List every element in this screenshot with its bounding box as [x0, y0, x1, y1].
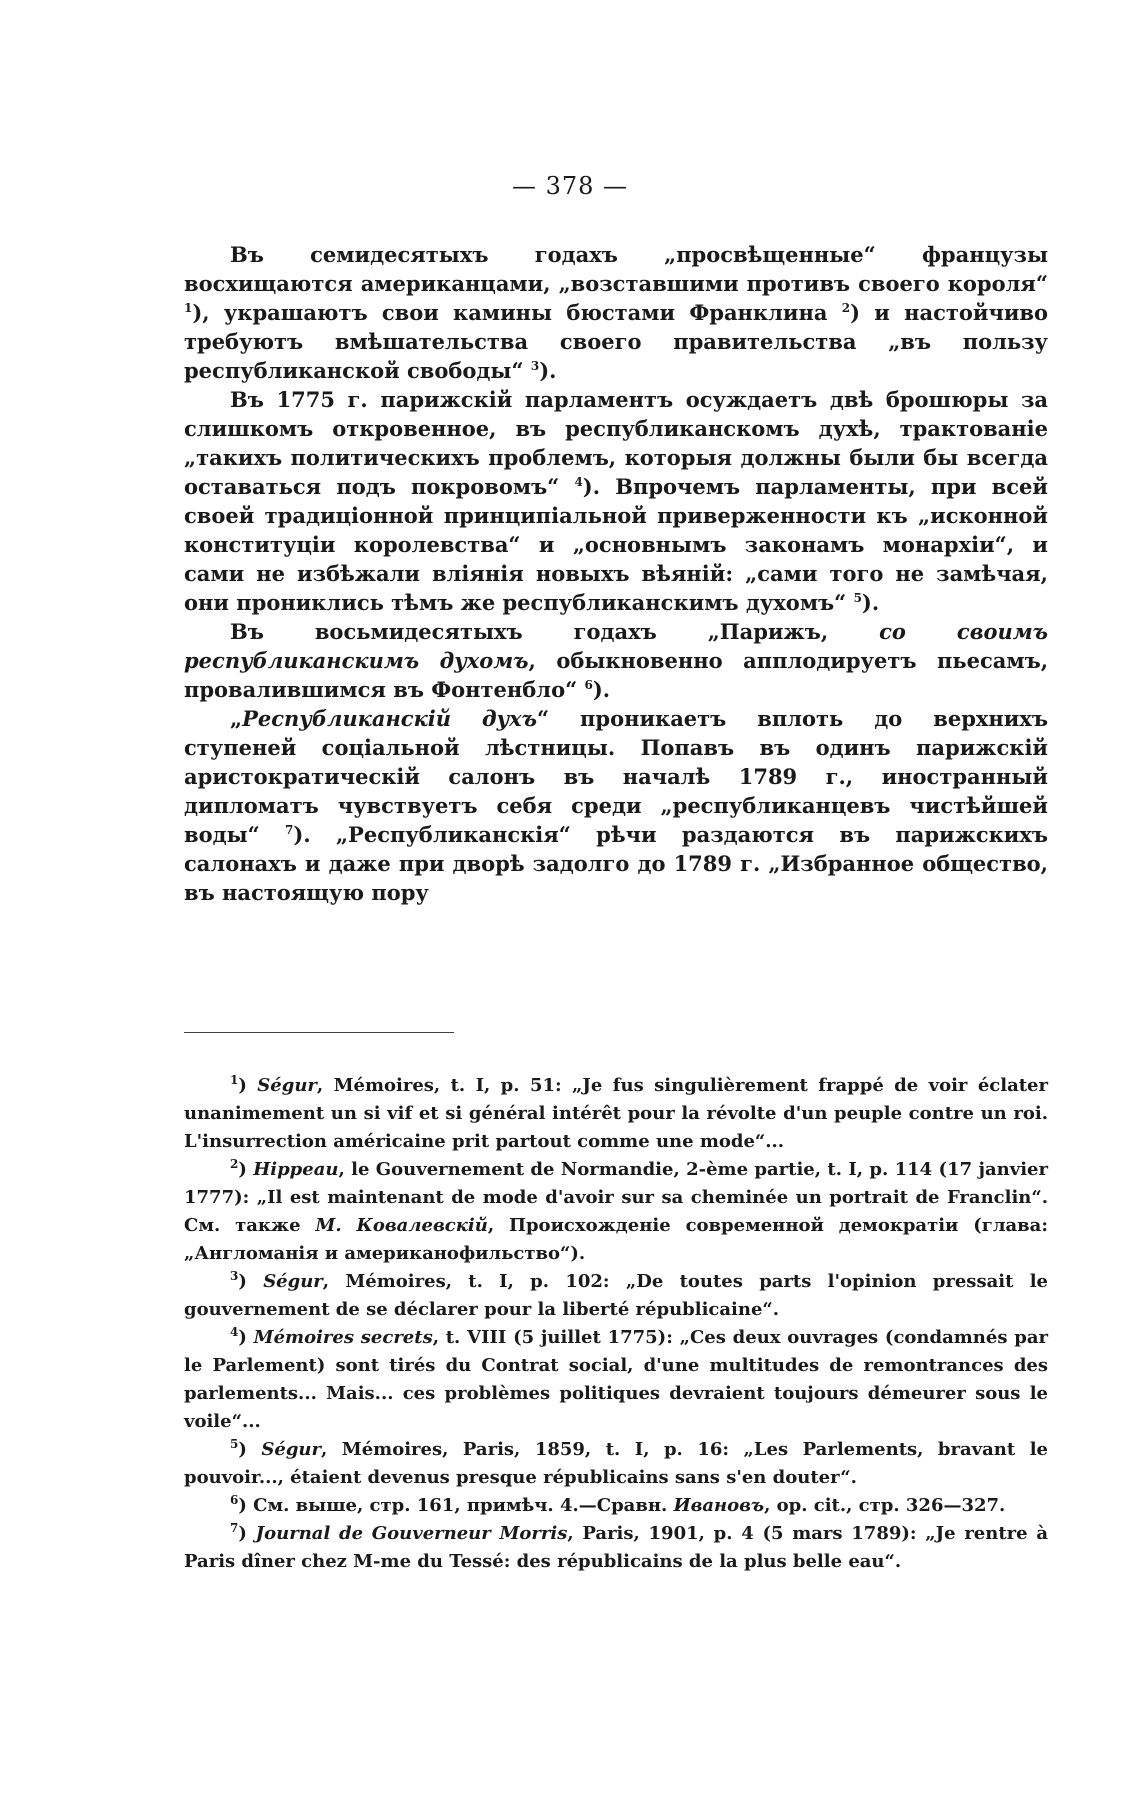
text-run: ) [238, 1271, 264, 1292]
text-run: , Mémoires, t. I, p. 51: „Je fus singulièrement frappé de voir éclater unanimement un si vif et si général intérêt pour la révolte d'un peuple contre un roi. L'insurrection américaine prit partout comme une mode“... [184, 1075, 1048, 1152]
text-run: , Mémoires, Paris, 1859, t. I, p. 16: „Les Parlements, bravant le pouvoir..., étaient devenus presque républicains sans s'en douter“. [184, 1439, 1048, 1488]
footnote-ref: 1 [230, 1073, 239, 1087]
footnote-ref: 3 [230, 1269, 239, 1283]
text-run: ). [539, 358, 557, 383]
footnote-ref: 1 [184, 301, 193, 315]
footnote-divider [184, 1032, 454, 1033]
text-run: , обыкновенно апплодируетъ пьесамъ, провалившимся въ Фонтенбло“ [184, 648, 1049, 702]
italic-text: Ségur [257, 1075, 317, 1096]
footnotes [184, 1072, 1048, 1576]
text-run: , Paris, 1901, p. 4 (5 mars 1789): „Je rentre à Paris dîner chez M-me du Tessé: des républicains de la plus belle eau“. [184, 1523, 1048, 1572]
footnote-ref: 4 [230, 1325, 239, 1339]
page-number: — 378 — [511, 172, 629, 200]
text-run: ). [592, 677, 611, 702]
text-run: Въ семидесятыхъ годахъ „просвѣщенные“ французы восхищаются американцами, „возставшими противъ своего короля“ [184, 242, 1048, 296]
text-run: ). „Республиканскія“ рѣчи раздаются въ парижскихъ салонахъ и даже при дворѣ задолго до 1789 г. „Избранное общество, въ настоящую пору [184, 822, 1048, 905]
italic-text: Ségur [261, 1439, 321, 1460]
footnote-ref: 6 [584, 678, 593, 692]
text-run: ) [238, 1523, 256, 1544]
text-run: ) [238, 1159, 254, 1180]
italic-text: Ségur [263, 1271, 323, 1292]
italic-text: Mémoires secrets [253, 1327, 433, 1348]
text-run: “ проникаетъ вплоть до верхнихъ ступеней соціальной лѣстницы. Попавъ въ одинъ парижскій аристократическій салонъ въ началѣ 1789 г., иностранный дипломатъ чувствуетъ себя среди „республиканцевъ чистѣйшей воды“ [184, 706, 1048, 847]
text-run: , Происхожденіе современной демократіи (глава: „Англоманія и американофильство“). [184, 1215, 1048, 1264]
text-run: ) [238, 1075, 258, 1096]
footnote [184, 1492, 1048, 1520]
paragraph [184, 240, 1048, 385]
footnote-ref: 6 [230, 1493, 239, 1507]
text-run: „ [230, 706, 243, 731]
text-run: , le Gouvernement de Normandie, 2-ème partie, t. I, p. 114 (17 janvier 1777): „Il est maintenant de mode d'avoir sur sa cheminée un portrait de Franclin“. См. также [184, 1159, 1048, 1236]
footnote [184, 1436, 1048, 1492]
footnote-ref: 7 [285, 823, 294, 837]
footnote [184, 1156, 1048, 1268]
text-run: , t. VIII (5 juillet 1775): „Ces deux ouvrages (condamnés par le Parlement) sont tirés du Contrat social, d'une multitudes de remontrances des parlements... Mais... ces problèmes politiques devraient toujours démeurer sous le voile“... [184, 1327, 1048, 1432]
text-run: ) [238, 1327, 254, 1348]
paragraph [184, 617, 1048, 704]
italic-text: Республиканскій духъ [242, 706, 537, 731]
text-run: Въ 1775 г. парижскій парламентъ осуждаетъ двѣ брошюры за слишкомъ откровенное, въ республиканскомъ духѣ, трактованіе „такихъ политическихъ проблемъ, которыя должны были бы всегда оставаться подъ покровомъ“ [184, 387, 1048, 499]
text-run: ), украшаютъ свои камины бюстами Франклина [192, 300, 842, 325]
footnote [184, 1520, 1048, 1576]
text-run: ). Впрочемъ парламенты, при всей своей традиціонной принципіальной приверженности къ „исконной конституціи королевства“ и „основнымъ законамъ монархіи“, и сами не избѣжали вліянія новыхъ вѣяній: „сами того не замѣчая, они прониклись тѣмъ же республиканскимъ духомъ“ [184, 474, 1048, 615]
italic-text: Hippeau [253, 1159, 339, 1180]
footnote [184, 1072, 1048, 1156]
text-run: ) [238, 1439, 262, 1460]
footnote-ref: 3 [530, 359, 540, 373]
main-text [184, 240, 1048, 907]
text-run: ). [861, 590, 880, 615]
footnote-ref: 7 [230, 1521, 239, 1535]
footnote-ref: 5 [230, 1437, 239, 1451]
text-run: , Mémoires, t. I, p. 102: „De toutes parts l'opinion pressait le gouvernement de se déclarer pour la liberté républicaine“. [184, 1271, 1048, 1320]
text-run: Въ восьмидесятыхъ годахъ „Парижъ, [230, 619, 880, 644]
text-run: ) и настойчиво требуютъ вмѣшательства своего правительства „въ пользу республиканской свободы“ [184, 300, 1049, 383]
text-run: , op. cit., стр. 326—327. [764, 1495, 1006, 1516]
paragraph [184, 385, 1048, 617]
footnote-ref: 2 [841, 301, 851, 315]
italic-text: со своимъ республиканскимъ духомъ [184, 619, 1048, 673]
footnote-ref: 5 [853, 591, 862, 605]
text-run: ) См. выше, стр. 161, примѣч. 4.—Сравн. [238, 1495, 674, 1516]
italic-text: Ивановъ [673, 1495, 765, 1516]
footnote-ref: 2 [230, 1157, 239, 1171]
italic-text: Journal de Gouverneur Morris [255, 1523, 568, 1544]
paragraph [184, 704, 1048, 907]
italic-text: М. Ковалевскій [315, 1215, 488, 1236]
footnote [184, 1268, 1048, 1324]
footnote-ref: 4 [574, 475, 583, 489]
footnote [184, 1324, 1048, 1436]
